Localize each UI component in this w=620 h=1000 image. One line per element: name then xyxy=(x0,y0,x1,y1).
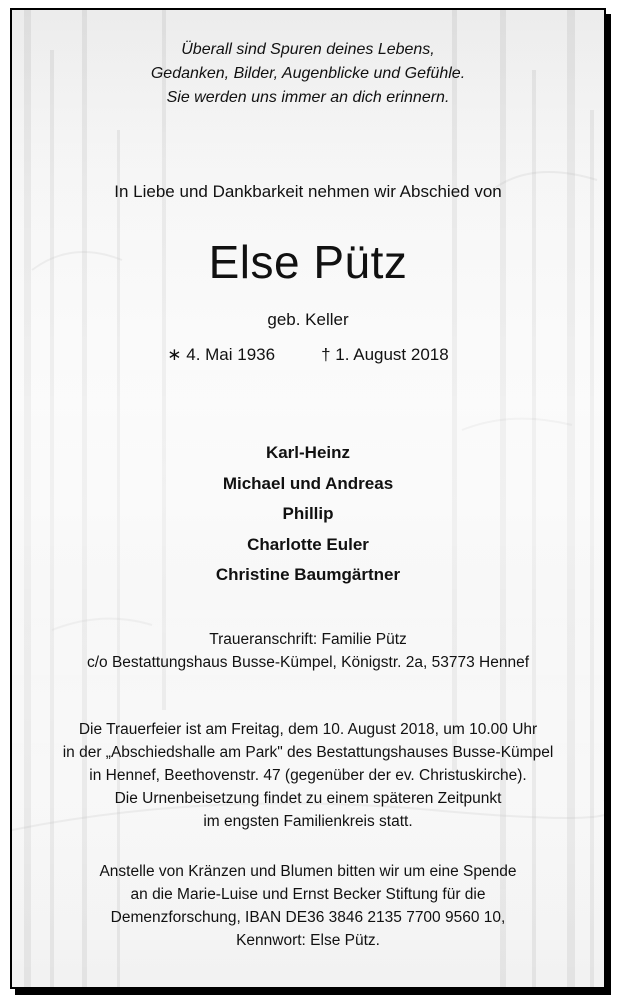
deceased-name: Else Pütz xyxy=(208,236,408,288)
notice-content xyxy=(12,10,604,987)
donation-line: an die Marie-Luise und Ernst Becker Stiftung für die xyxy=(130,886,486,903)
mourning-address xyxy=(12,628,604,674)
mourner-name: Christine Baumgärtner xyxy=(215,565,401,584)
farewell-intro: In Liebe und Dankbarkeit nehmen wir Abschied von xyxy=(114,182,502,201)
mourner-name: Phillip xyxy=(282,504,334,523)
ceremony-line: Die Trauerfeier ist am Freitag, dem 10. August 2018, um 10.00 Uhr xyxy=(78,721,538,738)
ceremony-line: im engsten Familienkreis statt. xyxy=(203,813,413,830)
donation-line: Anstelle von Kränzen und Blumen bitten wir um eine Spende xyxy=(99,863,517,880)
funeral-ceremony-info xyxy=(12,718,604,833)
donation-line: Kennwort: Else Pütz. xyxy=(236,932,380,949)
ceremony-line: in Hennef, Beethovenstr. 47 (gegenüber der ev. Christuskirche). xyxy=(89,767,527,784)
mourner-name: Michael und Andreas xyxy=(222,473,394,493)
memorial-poem xyxy=(12,38,604,110)
mourners-list xyxy=(12,438,604,591)
ceremony-line: Die Urnenbeisetzung findet zu einem späteren Zeitpunkt xyxy=(114,790,502,807)
poem-line: Überall sind Spuren deines Lebens, xyxy=(181,41,435,58)
birth-date: ∗ 4. Mai 1936 xyxy=(167,345,276,364)
mourner-name: Charlotte Euler xyxy=(247,534,369,554)
mourner-name: Karl-Heinz xyxy=(265,443,351,462)
obituary-notice xyxy=(10,8,606,989)
life-dates xyxy=(12,343,604,367)
donation-line: Demenzforschung, IBAN DE36 3846 2135 7700 9560 10, xyxy=(110,909,506,926)
address-line: c/o Bestattungshaus Busse-Kümpel, Königstr. 2a, 53773 Hennef xyxy=(86,654,530,671)
birth-name: geb. Keller xyxy=(267,310,349,329)
death-date: † 1. August 2018 xyxy=(321,345,449,364)
poem-line: Gedanken, Bilder, Augenblicke und Gefühle. xyxy=(150,65,466,82)
ceremony-line: in der „Abschiedshalle am Park" des Bestattungshauses Busse-Kümpel xyxy=(62,744,554,761)
donation-request xyxy=(12,860,604,952)
poem-line: Sie werden uns immer an dich erinnern. xyxy=(166,89,450,106)
address-line: Traueranschrift: Familie Pütz xyxy=(209,631,407,648)
